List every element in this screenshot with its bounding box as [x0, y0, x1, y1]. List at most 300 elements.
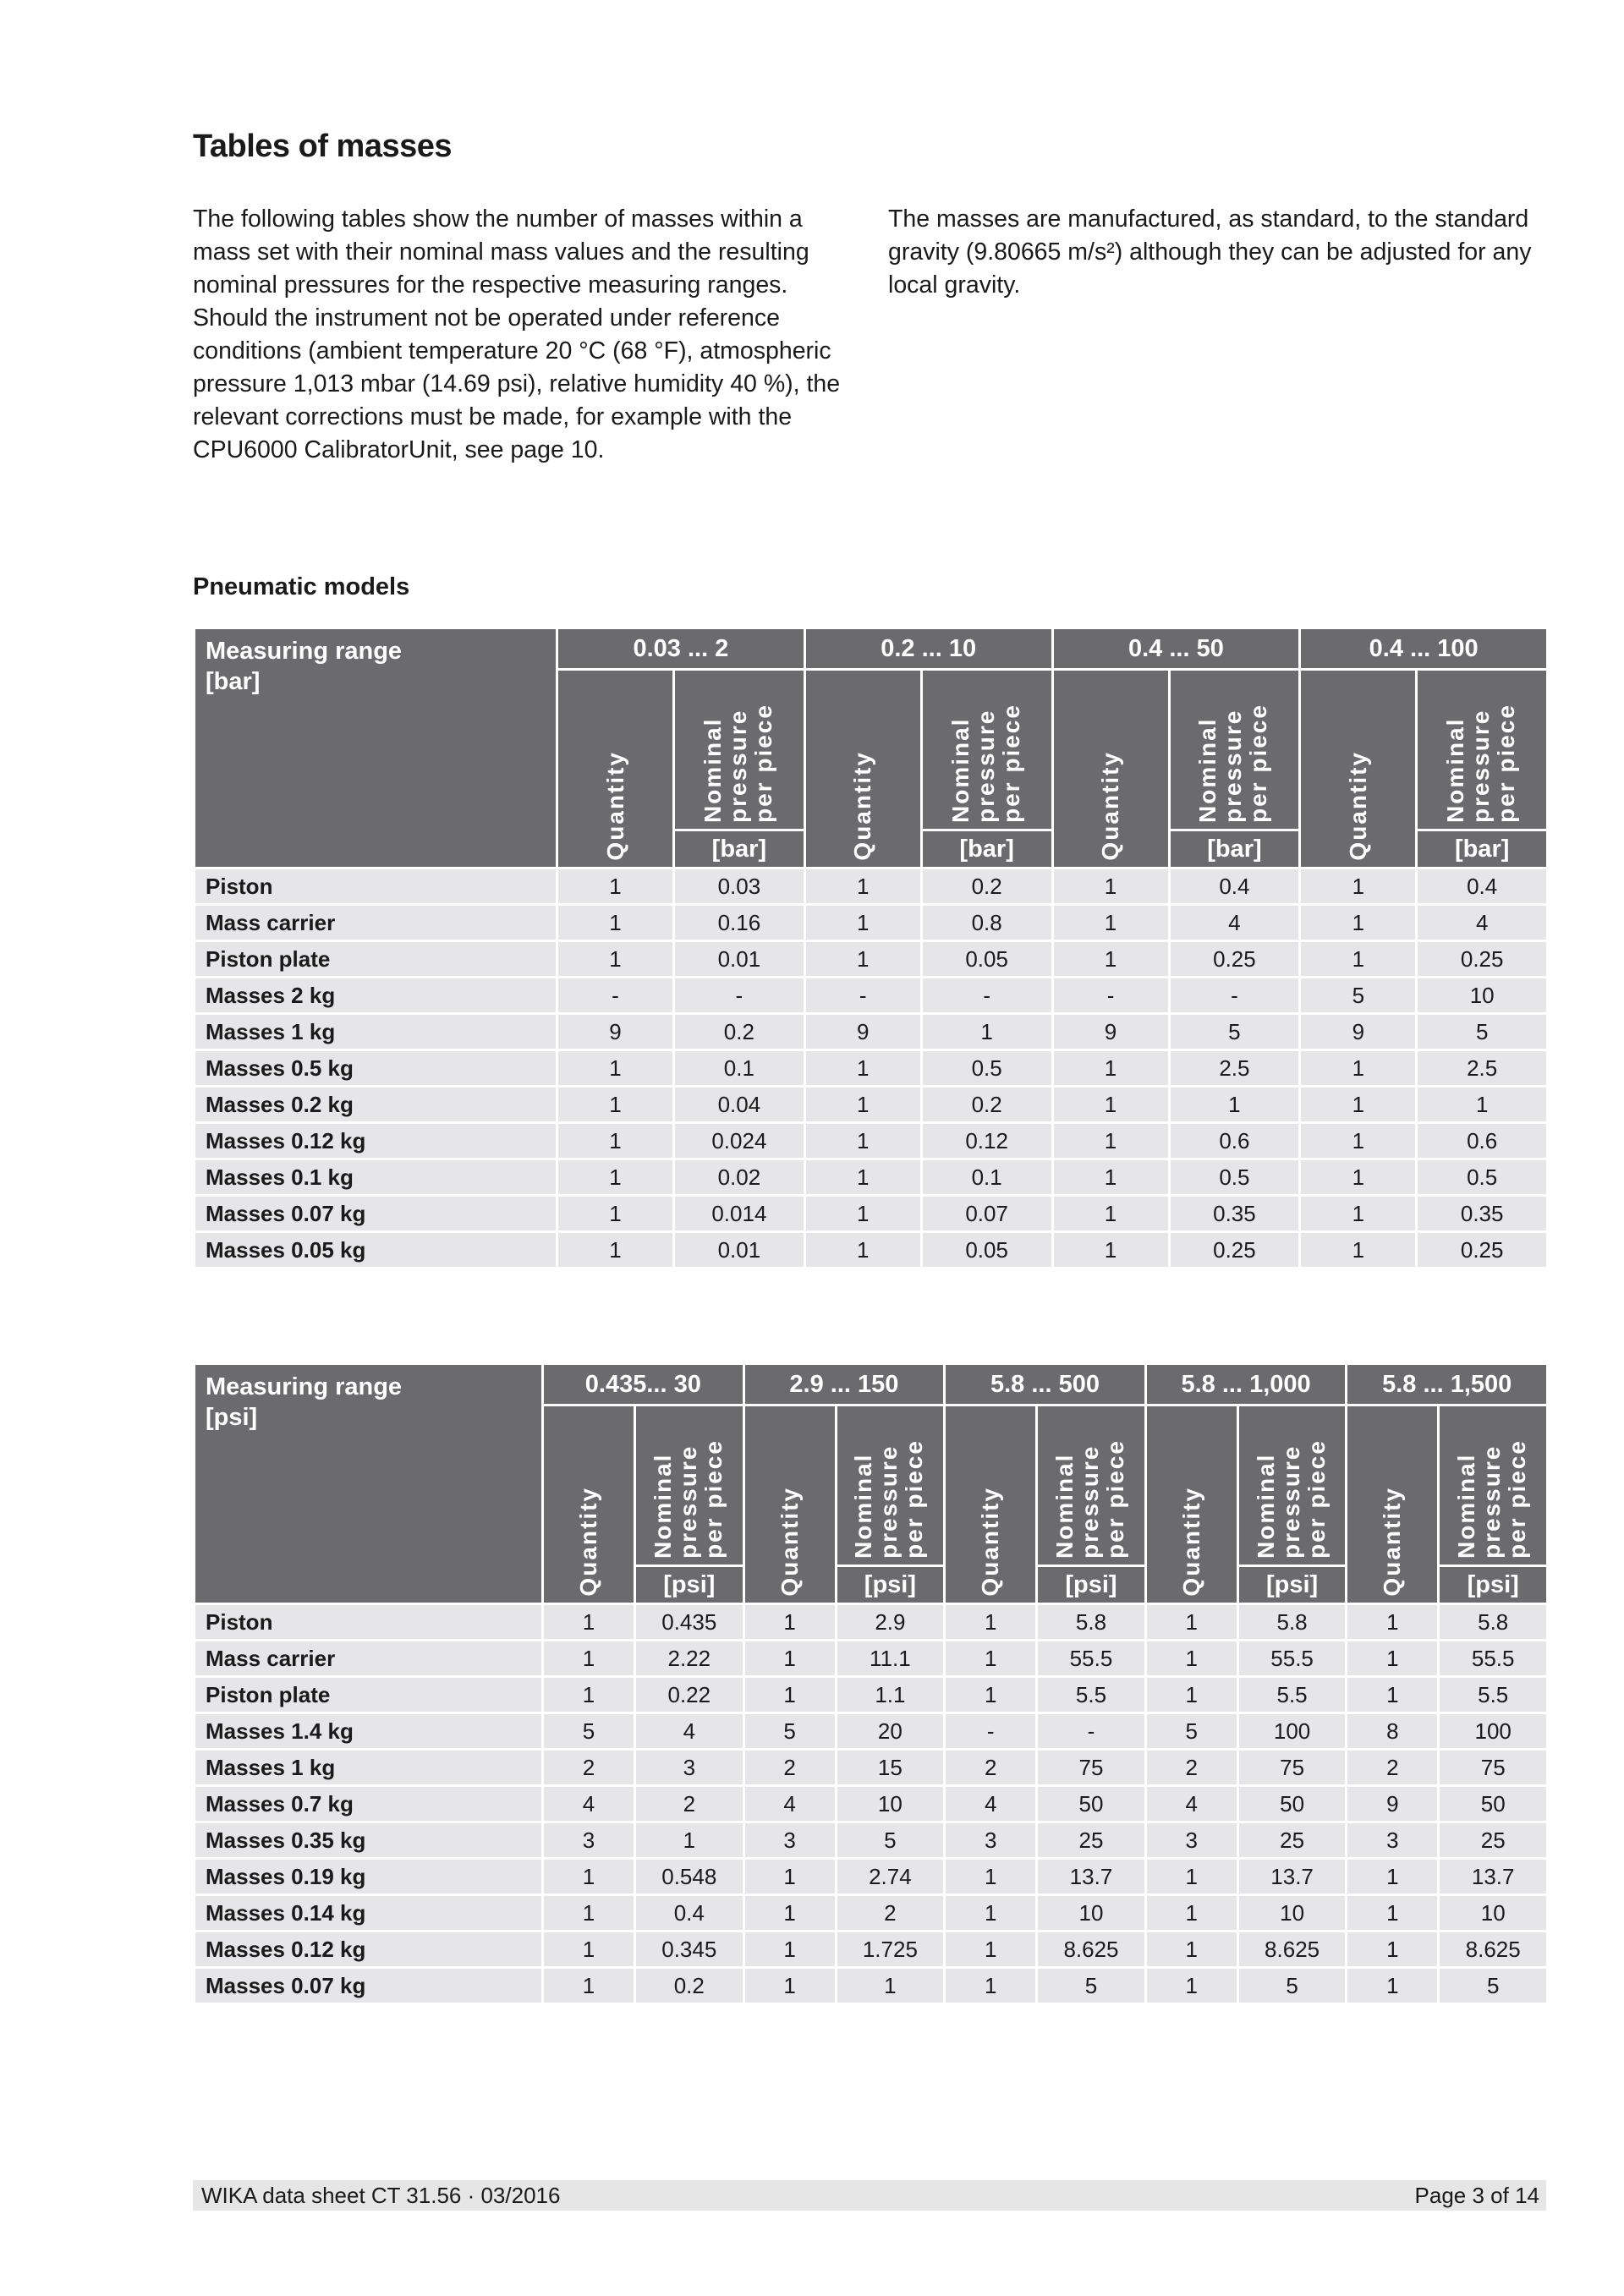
- table-row: [195, 1123, 1548, 1159]
- nominal-pressure-cell: 75: [1439, 1750, 1548, 1786]
- row-label: Masses 0.14 kg: [195, 1895, 543, 1932]
- nominal-pressure-cell: 75: [1237, 1750, 1347, 1786]
- nominal-pressure-cell: 55.5: [1237, 1641, 1347, 1677]
- nominal-pressure-cell: 3: [635, 1750, 744, 1786]
- row-label: Masses 0.07 kg: [195, 1968, 543, 2004]
- nominal-pressure-cell: 0.548: [635, 1859, 744, 1895]
- nominal-pressure-header-text: Nominal pressure per piece: [649, 1439, 727, 1559]
- nominal-pressure-cell: 75: [1037, 1750, 1146, 1786]
- quantity-cell: 2: [945, 1750, 1037, 1786]
- quantity-cell: -: [804, 978, 921, 1014]
- range-header: 0.03 ... 2: [557, 628, 805, 670]
- range-header: 5.8 ... 500: [945, 1364, 1146, 1406]
- quantity-cell: 1: [557, 1087, 674, 1123]
- nominal-pressure-cell: 4: [635, 1713, 744, 1750]
- quantity-header-text: Quantity: [1177, 1487, 1204, 1597]
- nominal-pressure-header-text: Nominal pressure per piece: [850, 1439, 928, 1559]
- nominal-pressure-cell: 0.6: [1169, 1123, 1300, 1159]
- table-row: [195, 1014, 1548, 1050]
- quantity-cell: 8: [1347, 1713, 1439, 1750]
- table-row: [195, 1713, 1548, 1750]
- nominal-pressure-cell: 4: [1417, 905, 1548, 941]
- quantity-cell: 1: [1052, 905, 1169, 941]
- quantity-cell: 2: [543, 1750, 635, 1786]
- quantity-cell: 3: [1145, 1822, 1237, 1859]
- intro-paragraph-left: The following tables show the number of masses within a mass set with their nominal mass values and the resulting nominal pressures for the respective measuring ranges. Should the instrument not be operated under reference conditions (ambient temperature 20 °C (68 °F), atmospheric pressure 1,013 mbar (14.69 psi), relative humidity 40 %), the relevant corrections must be made, for example with the CPU6000 CalibratorUnit, see page 10.: [193, 205, 841, 463]
- range-header: 0.435... 30: [543, 1364, 744, 1406]
- section-heading: Pneumatic models: [193, 573, 410, 600]
- range-header: 5.8 ... 1,000: [1145, 1364, 1347, 1406]
- table-row: [195, 1050, 1548, 1087]
- quantity-cell: 1: [804, 905, 921, 941]
- measuring-range-unit: [psi]: [206, 1404, 258, 1431]
- row-label: Piston plate: [195, 1677, 543, 1713]
- quantity-cell: 1: [1052, 1159, 1169, 1196]
- quantity-cell: 1: [1300, 1196, 1417, 1232]
- row-label: Masses 0.5 kg: [195, 1050, 557, 1087]
- quantity-cell: 3: [945, 1822, 1037, 1859]
- quantity-cell: 3: [1347, 1822, 1439, 1859]
- quantity-cell: 1: [1347, 1604, 1439, 1641]
- nominal-pressure-cell: 0.25: [1417, 1232, 1548, 1269]
- nominal-pressure-header-text: Nominal pressure per piece: [946, 704, 1024, 823]
- nominal-pressure-cell: 5: [1237, 1968, 1347, 2004]
- table-row: [195, 1786, 1548, 1822]
- quantity-cell: 9: [1300, 1014, 1417, 1050]
- table-row: [195, 1196, 1548, 1232]
- nominal-pressure-cell: 0.1: [921, 1159, 1052, 1196]
- nominal-pressure-cell: 8.625: [1237, 1932, 1347, 1968]
- table-row: [195, 1859, 1548, 1895]
- quantity-cell: 1: [1347, 1895, 1439, 1932]
- range-header: 0.4 ... 100: [1300, 628, 1548, 670]
- nominal-pressure-header: [836, 1406, 945, 1566]
- nominal-pressure-cell: 55.5: [1037, 1641, 1146, 1677]
- quantity-cell: 3: [543, 1822, 635, 1859]
- quantity-header: [804, 670, 921, 869]
- quantity-cell: 1: [557, 941, 674, 978]
- nominal-pressure-cell: 13.7: [1237, 1859, 1347, 1895]
- nominal-pressure-header: [1169, 670, 1300, 830]
- nominal-pressure-cell: 100: [1439, 1713, 1548, 1750]
- quantity-cell: 1: [557, 905, 674, 941]
- nominal-pressure-cell: 15: [836, 1750, 945, 1786]
- quantity-cell: 1: [804, 1123, 921, 1159]
- table-row: [195, 905, 1548, 941]
- nominal-pressure-cell: 1: [1169, 1087, 1300, 1123]
- psi-masses-table: [193, 1362, 1549, 2005]
- quantity-header-text: Quantity: [1344, 751, 1371, 861]
- table-row: [195, 1932, 1548, 1968]
- row-label: Piston plate: [195, 941, 557, 978]
- quantity-header: [1300, 670, 1417, 869]
- quantity-cell: 1: [804, 1159, 921, 1196]
- nominal-pressure-cell: 55.5: [1439, 1641, 1548, 1677]
- quantity-cell: 1: [743, 1859, 836, 1895]
- quantity-cell: 4: [743, 1786, 836, 1822]
- row-label: Masses 0.19 kg: [195, 1859, 543, 1895]
- quantity-cell: 1: [543, 1677, 635, 1713]
- quantity-cell: 1: [743, 1677, 836, 1713]
- footer-page-number: Page 3 of 14: [1414, 2183, 1539, 2208]
- table-row: [195, 1968, 1548, 2004]
- table-row: [195, 1087, 1548, 1123]
- quantity-cell: 1: [1300, 1087, 1417, 1123]
- nominal-pressure-cell: 5.5: [1037, 1677, 1146, 1713]
- measuring-range-title: Measuring range: [206, 1373, 403, 1400]
- quantity-cell: 1: [1145, 1604, 1237, 1641]
- nominal-pressure-cell: 0.01: [674, 941, 805, 978]
- row-label: Masses 0.07 kg: [195, 1196, 557, 1232]
- measuring-range-title: Measuring range: [206, 638, 403, 665]
- quantity-cell: 1: [804, 941, 921, 978]
- quantity-cell: 1: [1300, 869, 1417, 905]
- row-label: Mass carrier: [195, 1641, 543, 1677]
- nominal-pressure-cell: 5.8: [1037, 1604, 1146, 1641]
- nominal-pressure-cell: 0.02: [674, 1159, 805, 1196]
- quantity-cell: 5: [743, 1713, 836, 1750]
- table-row: [195, 978, 1548, 1014]
- nominal-pressure-cell: 0.8: [921, 905, 1052, 941]
- nominal-pressure-cell: 13.7: [1439, 1859, 1548, 1895]
- nominal-pressure-cell: 1: [1417, 1087, 1548, 1123]
- unit-header: [psi]: [1237, 1566, 1347, 1604]
- nominal-pressure-cell: 20: [836, 1713, 945, 1750]
- quantity-header-text: Quantity: [849, 751, 876, 861]
- row-label: Masses 0.2 kg: [195, 1087, 557, 1123]
- quantity-cell: 1: [1300, 1123, 1417, 1159]
- nominal-pressure-cell: 2.5: [1169, 1050, 1300, 1087]
- quantity-cell: 1: [743, 1604, 836, 1641]
- quantity-cell: 4: [945, 1786, 1037, 1822]
- nominal-pressure-cell: 0.25: [1169, 941, 1300, 978]
- nominal-pressure-cell: 0.2: [674, 1014, 805, 1050]
- quantity-header-text: Quantity: [601, 751, 628, 861]
- table-row: [195, 1641, 1548, 1677]
- quantity-cell: 1: [1300, 941, 1417, 978]
- row-label: Masses 0.05 kg: [195, 1232, 557, 1269]
- row-label: Masses 1.4 kg: [195, 1713, 543, 1750]
- range-header: 2.9 ... 150: [743, 1364, 945, 1406]
- nominal-pressure-cell: 0.5: [1169, 1159, 1300, 1196]
- nominal-pressure-cell: 2.74: [836, 1859, 945, 1895]
- nominal-pressure-cell: 5.8: [1439, 1604, 1548, 1641]
- nominal-pressure-cell: 8.625: [1037, 1932, 1146, 1968]
- nominal-pressure-cell: 5: [1169, 1014, 1300, 1050]
- quantity-cell: 1: [1300, 905, 1417, 941]
- nominal-pressure-cell: 10: [1439, 1895, 1548, 1932]
- unit-header: [psi]: [836, 1566, 945, 1604]
- quantity-cell: 1: [743, 1968, 836, 2004]
- nominal-pressure-cell: 0.6: [1417, 1123, 1548, 1159]
- nominal-pressure-cell: 0.4: [1169, 869, 1300, 905]
- nominal-pressure-cell: 0.12: [921, 1123, 1052, 1159]
- table-row: [195, 869, 1548, 905]
- row-label: Masses 0.12 kg: [195, 1932, 543, 1968]
- nominal-pressure-cell: 25: [1037, 1822, 1146, 1859]
- nominal-pressure-header-text: Nominal pressure per piece: [1442, 704, 1520, 823]
- nominal-pressure-header-text: Nominal pressure per piece: [1051, 1439, 1128, 1559]
- nominal-pressure-cell: 2: [836, 1895, 945, 1932]
- nominal-pressure-header: [635, 1406, 744, 1566]
- nominal-pressure-cell: 0.4: [635, 1895, 744, 1932]
- quantity-header-text: Quantity: [575, 1487, 601, 1597]
- quantity-cell: 1: [1145, 1641, 1237, 1677]
- page-title: Tables of masses: [193, 129, 453, 164]
- quantity-cell: 2: [1145, 1750, 1237, 1786]
- nominal-pressure-header-text: Nominal pressure per piece: [699, 704, 776, 823]
- nominal-pressure-cell: 0.5: [921, 1050, 1052, 1087]
- nominal-pressure-cell: 50: [1037, 1786, 1146, 1822]
- nominal-pressure-cell: 10: [1037, 1895, 1146, 1932]
- quantity-cell: 1: [1347, 1859, 1439, 1895]
- quantity-cell: 2: [743, 1750, 836, 1786]
- quantity-header: [1052, 670, 1169, 869]
- unit-header: [psi]: [635, 1566, 744, 1604]
- nominal-pressure-cell: 50: [1237, 1786, 1347, 1822]
- quantity-cell: 1: [945, 1968, 1037, 2004]
- nominal-pressure-cell: 1.725: [836, 1932, 945, 1968]
- quantity-cell: 1: [543, 1932, 635, 1968]
- quantity-cell: 1: [543, 1641, 635, 1677]
- quantity-cell: 1: [543, 1604, 635, 1641]
- nominal-pressure-cell: 50: [1439, 1786, 1548, 1822]
- nominal-pressure-cell: 0.05: [921, 941, 1052, 978]
- nominal-pressure-cell: 8.625: [1439, 1932, 1548, 1968]
- row-label: Masses 0.12 kg: [195, 1123, 557, 1159]
- nominal-pressure-header: [1037, 1406, 1146, 1566]
- nominal-pressure-cell: -: [1169, 978, 1300, 1014]
- nominal-pressure-header-text: Nominal pressure per piece: [1194, 704, 1272, 823]
- quantity-cell: 3: [743, 1822, 836, 1859]
- quantity-cell: -: [945, 1713, 1037, 1750]
- unit-header: [bar]: [674, 830, 805, 869]
- quantity-cell: 1: [804, 1196, 921, 1232]
- quantity-cell: 1: [743, 1895, 836, 1932]
- quantity-cell: 1: [1347, 1932, 1439, 1968]
- row-label: Masses 0.1 kg: [195, 1159, 557, 1196]
- quantity-cell: 1: [804, 869, 921, 905]
- quantity-cell: 1: [557, 1159, 674, 1196]
- quantity-cell: 9: [557, 1014, 674, 1050]
- quantity-cell: 1: [557, 1050, 674, 1087]
- quantity-cell: 1: [1052, 941, 1169, 978]
- nominal-pressure-cell: 2.5: [1417, 1050, 1548, 1087]
- quantity-cell: 1: [945, 1895, 1037, 1932]
- nominal-pressure-cell: 5: [1439, 1968, 1548, 2004]
- nominal-pressure-header-text: Nominal pressure per piece: [1252, 1439, 1330, 1559]
- quantity-cell: 1: [945, 1677, 1037, 1713]
- nominal-pressure-cell: 5.5: [1439, 1677, 1548, 1713]
- nominal-pressure-cell: 25: [1439, 1822, 1548, 1859]
- quantity-cell: 1: [1300, 1050, 1417, 1087]
- row-label: Mass carrier: [195, 905, 557, 941]
- quantity-header: [945, 1406, 1037, 1604]
- quantity-cell: 1: [1300, 1232, 1417, 1269]
- quantity-cell: -: [557, 978, 674, 1014]
- table-row: [195, 1750, 1548, 1786]
- nominal-pressure-cell: 0.35: [1417, 1196, 1548, 1232]
- quantity-cell: 9: [1052, 1014, 1169, 1050]
- quantity-cell: 4: [1145, 1786, 1237, 1822]
- nominal-pressure-cell: 0.1: [674, 1050, 805, 1087]
- nominal-pressure-cell: 0.16: [674, 905, 805, 941]
- quantity-header-text: Quantity: [977, 1487, 1004, 1597]
- quantity-cell: 1: [1347, 1677, 1439, 1713]
- nominal-pressure-header: [1237, 1406, 1347, 1566]
- nominal-pressure-cell: 2.9: [836, 1604, 945, 1641]
- nominal-pressure-cell: 100: [1237, 1713, 1347, 1750]
- row-label: Masses 1 kg: [195, 1014, 557, 1050]
- quantity-cell: 1: [1052, 1087, 1169, 1123]
- nominal-pressure-cell: 2.22: [635, 1641, 744, 1677]
- nominal-pressure-cell: 0.2: [921, 869, 1052, 905]
- nominal-pressure-cell: 0.345: [635, 1932, 744, 1968]
- row-label: Piston: [195, 869, 557, 905]
- nominal-pressure-cell: 0.22: [635, 1677, 744, 1713]
- nominal-pressure-cell: 0.024: [674, 1123, 805, 1159]
- table-row: [195, 1232, 1548, 1269]
- range-header: 5.8 ... 1,500: [1347, 1364, 1548, 1406]
- quantity-cell: 9: [804, 1014, 921, 1050]
- nominal-pressure-cell: 11.1: [836, 1641, 945, 1677]
- quantity-header-text: Quantity: [1379, 1487, 1406, 1597]
- nominal-pressure-cell: 0.35: [1169, 1196, 1300, 1232]
- nominal-pressure-cell: 0.07: [921, 1196, 1052, 1232]
- quantity-cell: 2: [1347, 1750, 1439, 1786]
- quantity-cell: 9: [1347, 1786, 1439, 1822]
- measuring-range-label: [195, 628, 557, 869]
- quantity-cell: 1: [1052, 1232, 1169, 1269]
- nominal-pressure-cell: -: [1037, 1713, 1146, 1750]
- nominal-pressure-cell: 25: [1237, 1822, 1347, 1859]
- nominal-pressure-cell: 5: [1037, 1968, 1146, 2004]
- quantity-cell: 1: [1347, 1968, 1439, 2004]
- nominal-pressure-cell: 1: [836, 1968, 945, 2004]
- unit-header: [bar]: [1417, 830, 1548, 869]
- nominal-pressure-cell: 1: [921, 1014, 1052, 1050]
- quantity-cell: 5: [1300, 978, 1417, 1014]
- nominal-pressure-cell: 0.03: [674, 869, 805, 905]
- footer-doc-id: WIKA data sheet CT 31.56 · 03/2016: [201, 2183, 561, 2208]
- quantity-cell: 4: [543, 1786, 635, 1822]
- nominal-pressure-cell: 0.01: [674, 1232, 805, 1269]
- quantity-cell: 1: [1052, 1050, 1169, 1087]
- nominal-pressure-header: [1439, 1406, 1548, 1566]
- quantity-cell: 1: [557, 869, 674, 905]
- range-header: 0.4 ... 50: [1052, 628, 1300, 670]
- nominal-pressure-cell: 10: [1417, 978, 1548, 1014]
- quantity-cell: 1: [1145, 1895, 1237, 1932]
- quantity-header-text: Quantity: [776, 1487, 803, 1597]
- table-row: [195, 1159, 1548, 1196]
- nominal-pressure-cell: 0.04: [674, 1087, 805, 1123]
- nominal-pressure-cell: 0.25: [1169, 1232, 1300, 1269]
- quantity-cell: 5: [543, 1713, 635, 1750]
- quantity-cell: 1: [743, 1641, 836, 1677]
- quantity-cell: 1: [1052, 869, 1169, 905]
- quantity-header: [1145, 1406, 1237, 1604]
- nominal-pressure-cell: 4: [1169, 905, 1300, 941]
- quantity-cell: 1: [804, 1087, 921, 1123]
- nominal-pressure-header: [674, 670, 805, 830]
- nominal-pressure-cell: 2: [635, 1786, 744, 1822]
- quantity-cell: 1: [1145, 1677, 1237, 1713]
- nominal-pressure-cell: 10: [836, 1786, 945, 1822]
- nominal-pressure-header: [1417, 670, 1548, 830]
- row-label: Masses 0.35 kg: [195, 1822, 543, 1859]
- quantity-header: [743, 1406, 836, 1604]
- quantity-cell: 1: [1145, 1859, 1237, 1895]
- table-row: [195, 1895, 1548, 1932]
- nominal-pressure-cell: 0.2: [921, 1087, 1052, 1123]
- intro-paragraph-right: The masses are manufactured, as standard, to the standard gravity (9.80665 m/s²) although they can be adjusted for any local gravity.: [888, 205, 1532, 299]
- table-row: [195, 1677, 1548, 1713]
- quantity-cell: 1: [945, 1932, 1037, 1968]
- quantity-cell: 1: [743, 1932, 836, 1968]
- nominal-pressure-cell: 0.4: [1417, 869, 1548, 905]
- quantity-header: [557, 670, 674, 869]
- nominal-pressure-cell: 0.435: [635, 1604, 744, 1641]
- quantity-cell: 1: [557, 1123, 674, 1159]
- range-header: 0.2 ... 10: [804, 628, 1052, 670]
- quantity-cell: 1: [804, 1232, 921, 1269]
- nominal-pressure-cell: 10: [1237, 1895, 1347, 1932]
- quantity-cell: 1: [1052, 1196, 1169, 1232]
- table-row: [195, 1604, 1548, 1641]
- quantity-cell: 1: [543, 1968, 635, 2004]
- quantity-cell: -: [1052, 978, 1169, 1014]
- table-row: [195, 1822, 1548, 1859]
- nominal-pressure-cell: 0.2: [635, 1968, 744, 2004]
- quantity-header-text: Quantity: [1097, 751, 1124, 861]
- unit-header: [bar]: [1169, 830, 1300, 869]
- quantity-cell: 1: [945, 1604, 1037, 1641]
- quantity-header: [1347, 1406, 1439, 1604]
- row-label: Masses 2 kg: [195, 978, 557, 1014]
- nominal-pressure-cell: 5.5: [1237, 1677, 1347, 1713]
- row-label: Piston: [195, 1604, 543, 1641]
- table-row: [195, 941, 1548, 978]
- nominal-pressure-cell: 1.1: [836, 1677, 945, 1713]
- quantity-cell: 1: [804, 1050, 921, 1087]
- nominal-pressure-cell: 0.25: [1417, 941, 1548, 978]
- unit-header: [psi]: [1037, 1566, 1146, 1604]
- quantity-cell: 1: [1052, 1123, 1169, 1159]
- measuring-range-unit: [bar]: [206, 668, 261, 695]
- quantity-cell: 1: [1347, 1641, 1439, 1677]
- quantity-cell: 1: [543, 1895, 635, 1932]
- quantity-cell: 1: [1300, 1159, 1417, 1196]
- quantity-cell: 1: [945, 1641, 1037, 1677]
- nominal-pressure-cell: -: [921, 978, 1052, 1014]
- nominal-pressure-cell: 0.5: [1417, 1159, 1548, 1196]
- nominal-pressure-cell: 1: [635, 1822, 744, 1859]
- nominal-pressure-cell: 5: [836, 1822, 945, 1859]
- nominal-pressure-header-text: Nominal pressure per piece: [1453, 1439, 1531, 1559]
- quantity-cell: 1: [945, 1859, 1037, 1895]
- quantity-cell: 1: [557, 1196, 674, 1232]
- measuring-range-label: [195, 1364, 543, 1604]
- nominal-pressure-cell: 0.05: [921, 1232, 1052, 1269]
- row-label: Masses 0.7 kg: [195, 1786, 543, 1822]
- unit-header: [bar]: [921, 830, 1052, 869]
- nominal-pressure-header: [921, 670, 1052, 830]
- page-footer: [193, 2180, 1546, 2211]
- nominal-pressure-cell: 0.014: [674, 1196, 805, 1232]
- unit-header: [psi]: [1439, 1566, 1548, 1604]
- quantity-cell: 1: [557, 1232, 674, 1269]
